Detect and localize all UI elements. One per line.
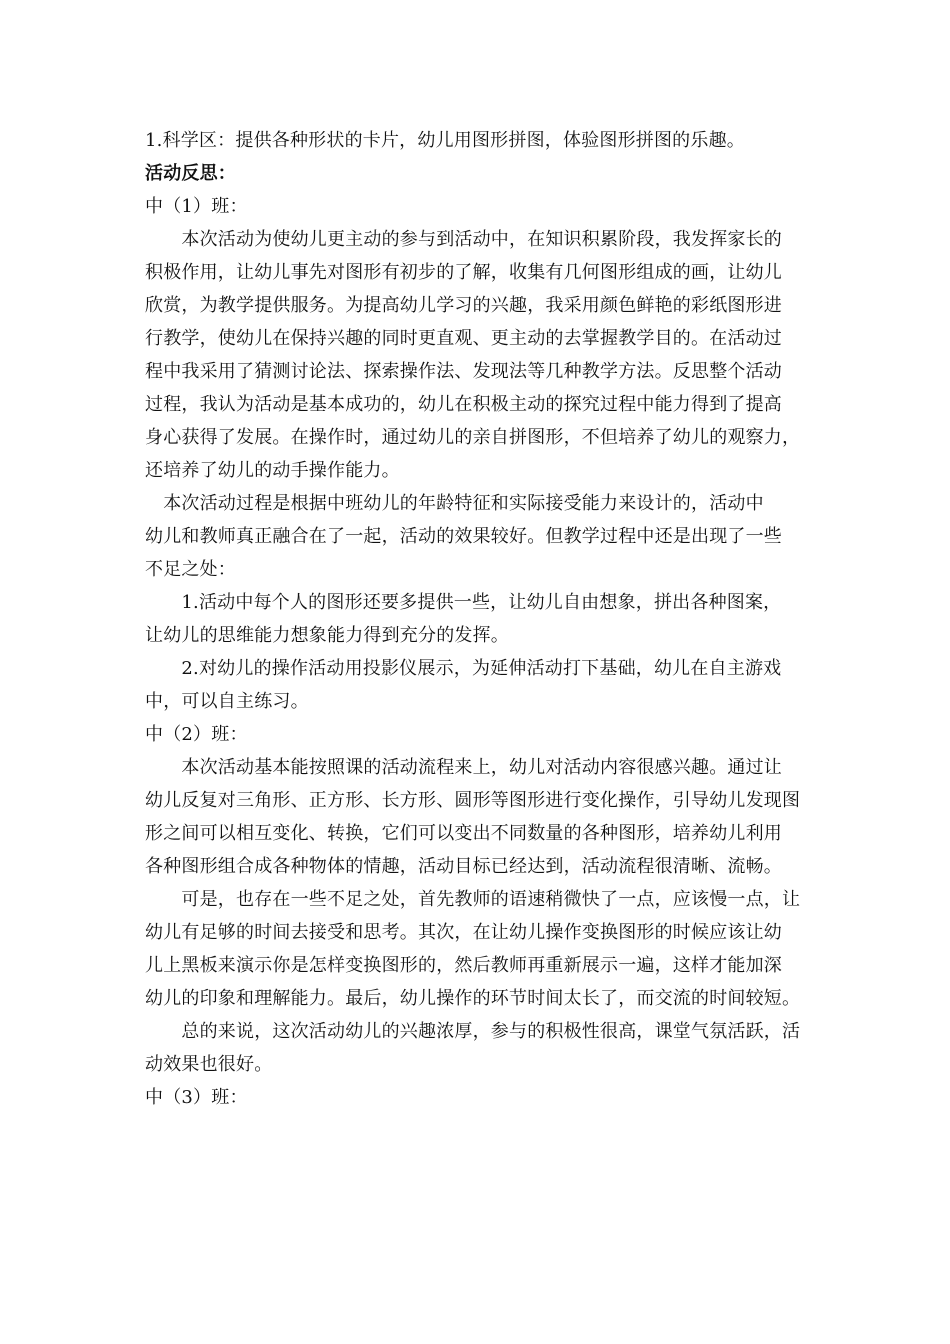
text-line: 过程，我认为活动是基本成功的，幼儿在积极主动的探究过程中能力得到了提高 <box>145 394 782 415</box>
text-line: 本次活动基本能按照课的活动流程来上，幼儿对活动内容很感兴趣。通过让 <box>145 757 782 778</box>
text-line: 幼儿反复对三角形、正方形、长方形、圆形等图形进行变化操作，引导幼儿发现图 <box>145 790 801 811</box>
text-line: 本次活动过程是根据中班幼儿的年龄特征和实际接受能力来设计的，活动中 <box>145 493 764 514</box>
text-line: 程中我采用了猜测讨论法、探索操作法、发现法等几种教学方法。反思整个活动 <box>145 361 782 382</box>
text-line: 总的来说，这次活动幼儿的兴趣浓厚，参与的积极性很高，课堂气氛活跃，活 <box>145 1021 801 1042</box>
text-line: 欣赏，为教学提供服务。为提高幼儿学习的兴趣，我采用颜色鲜艳的彩纸图形进 <box>145 295 782 316</box>
document-body <box>145 124 811 1114</box>
text-line: 还培养了幼儿的动手操作能力。 <box>145 460 400 481</box>
text-line: 身心获得了发展。在操作时，通过幼儿的亲自拼图形，不但培养了幼儿的观察力， <box>145 427 801 448</box>
text-line: 2.对幼儿的操作活动用投影仪展示，为延伸活动打下基础，幼儿在自主游戏 <box>145 658 782 679</box>
text-line: 动效果也很好。 <box>145 1054 273 1075</box>
text-line: 本次活动为使幼儿更主动的参与到活动中，在知识积累阶段，我发挥家长的 <box>145 229 782 250</box>
class-heading: 中（1）班： <box>145 196 248 217</box>
text-line: 幼儿有足够的时间去接受和思考。其次，在让幼儿操作变换图形的时候应该让幼 <box>145 922 782 943</box>
section-heading: 活动反思： <box>145 163 236 184</box>
text-line: 可是，也存在一些不足之处，首先教师的语速稍微快了一点，应该慢一点，让 <box>145 889 801 910</box>
text-line: 1.科学区：提供各种形状的卡片，幼儿用图形拼图，体验图形拼图的乐趣。 <box>145 130 745 151</box>
text-line: 积极作用，让幼儿事先对图形有初步的了解，收集有几何图形组成的画，让幼儿 <box>145 262 782 283</box>
text-line: 行教学，使幼儿在保持兴趣的同时更直观、更主动的去掌握教学目的。在活动过 <box>145 328 782 349</box>
text-line: 幼儿的印象和理解能力。最后，幼儿操作的环节时间太长了，而交流的时间较短。 <box>145 988 801 1009</box>
text-line: 幼儿和教师真正融合在了一起，活动的效果较好。但教学过程中还是出现了一些 <box>145 526 782 547</box>
text-line: 1.活动中每个人的图形还要多提供一些，让幼儿自由想象，拼出各种图案， <box>145 592 782 613</box>
text-line: 不足之处： <box>145 559 236 580</box>
class-heading: 中（2）班： <box>145 724 248 745</box>
class-heading: 中（3）班： <box>145 1087 248 1108</box>
text-line: 形之间可以相互变化、转换，它们可以变出不同数量的各种图形，培养幼儿利用 <box>145 823 782 844</box>
text-line: 让幼儿的思维能力想象能力得到充分的发挥。 <box>145 625 509 646</box>
text-line: 儿上黑板来演示你是怎样变换图形的，然后教师再重新展示一遍，这样才能加深 <box>145 955 782 976</box>
text-line: 中，可以自主练习。 <box>145 691 309 712</box>
text-line: 各种图形组合成各种物体的情趣，活动目标已经达到，活动流程很清晰、流畅。 <box>145 856 782 877</box>
